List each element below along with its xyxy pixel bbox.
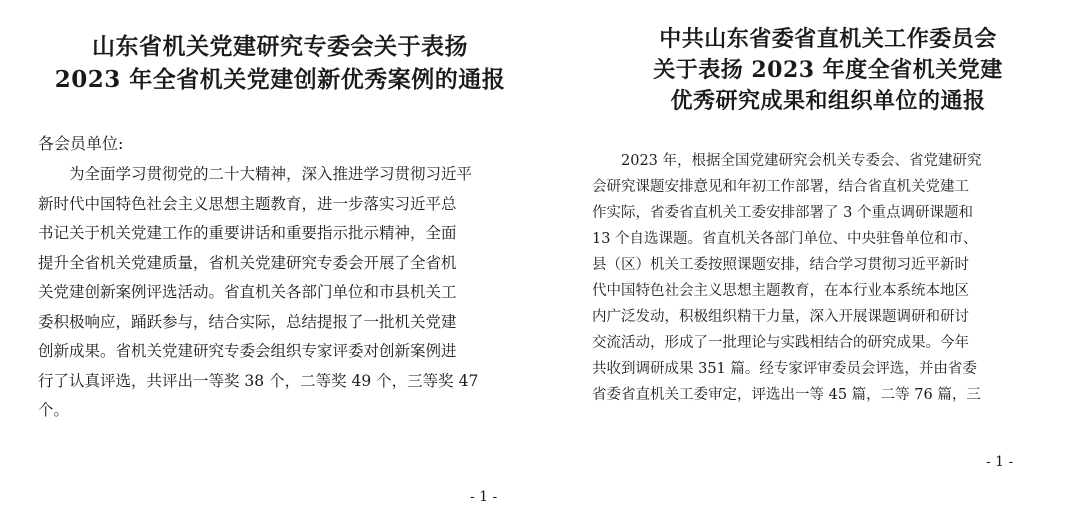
page-number: - 1 -	[986, 454, 1014, 470]
body-line: 交流活动，形成了一批理论与实践相结合的研究成果。今年	[592, 335, 969, 351]
page-number: - 1 -	[470, 489, 498, 505]
body-line: 书记关于机关党建工作的重要讲话和重要指示批示精神，全面	[38, 224, 457, 242]
body-line: 县（区）机关工委按照课题安排，结合学习贯彻习近平新时	[592, 257, 969, 273]
body-line: 13 个自选课题。省直机关各部门单位、中央驻鲁单位和市、	[592, 231, 978, 247]
body-line: 共收到调研成果 351 篇。经专家评审委员会评选，并由省委	[592, 361, 977, 377]
body-line: 为全面学习贯彻党的二十大精神，深入推进学习贯彻习近平	[38, 165, 473, 183]
body-line: 行了认真评选，共评出一等奖 38 个，二等奖 49 个，三等奖 47	[38, 371, 479, 390]
body-line: 关党建创新案例评选活动。省直机关各部门单位和市县机关工	[38, 283, 457, 301]
body-line: 个。	[38, 401, 70, 419]
body-line: 会研究课题安排意见和年初工作部署，结合省直机关党建工	[592, 179, 969, 195]
title-line: 关于表扬 2023 年度全省机关党建	[653, 57, 1003, 83]
salutation: 各会员单位:	[38, 134, 124, 153]
left-document-body	[38, 160, 524, 426]
body-line: 内广泛发动，积极组织精干力量，深入开展课题调研和研讨	[592, 309, 969, 325]
body-line: 省委省直机关工委审定，评选出一等 45 篇，二等 76 篇，三	[592, 387, 981, 403]
right-document-body	[592, 148, 1032, 408]
body-line: 代中国特色社会主义思想主题教育，在本行业本系统本地区	[592, 283, 969, 299]
left-document-title	[30, 30, 530, 96]
right-document-page	[568, 0, 1080, 514]
body-line: 委积极响应，踊跃参与，结合实际，总结提报了一批机关党建	[38, 312, 457, 331]
body-line: 2023 年，根据全国党建研究会机关专委会、省党建研究	[592, 153, 982, 169]
body-line: 作实际，省委省直机关工委安排部署了 3 个重点调研课题和	[592, 205, 973, 221]
body-line: 提升全省机关党建质量，省机关党建研究专委会开展了全省机	[38, 253, 457, 272]
title-line: 山东省机关党建研究专委会关于表扬	[92, 33, 468, 60]
title-line: 中共山东省委省直机关工作委员会	[659, 26, 997, 52]
right-document-title	[578, 24, 1078, 117]
title-line: 优秀研究成果和组织单位的通报	[670, 88, 986, 114]
body-line: 创新成果。省机关党建研究专委会组织专家评委对创新案例进	[38, 342, 457, 360]
body-line: 新时代中国特色社会主义思想主题教育，进一步落实习近平总	[38, 194, 457, 213]
title-line: 2023 年全省机关党建创新优秀案例的通报	[54, 66, 506, 93]
